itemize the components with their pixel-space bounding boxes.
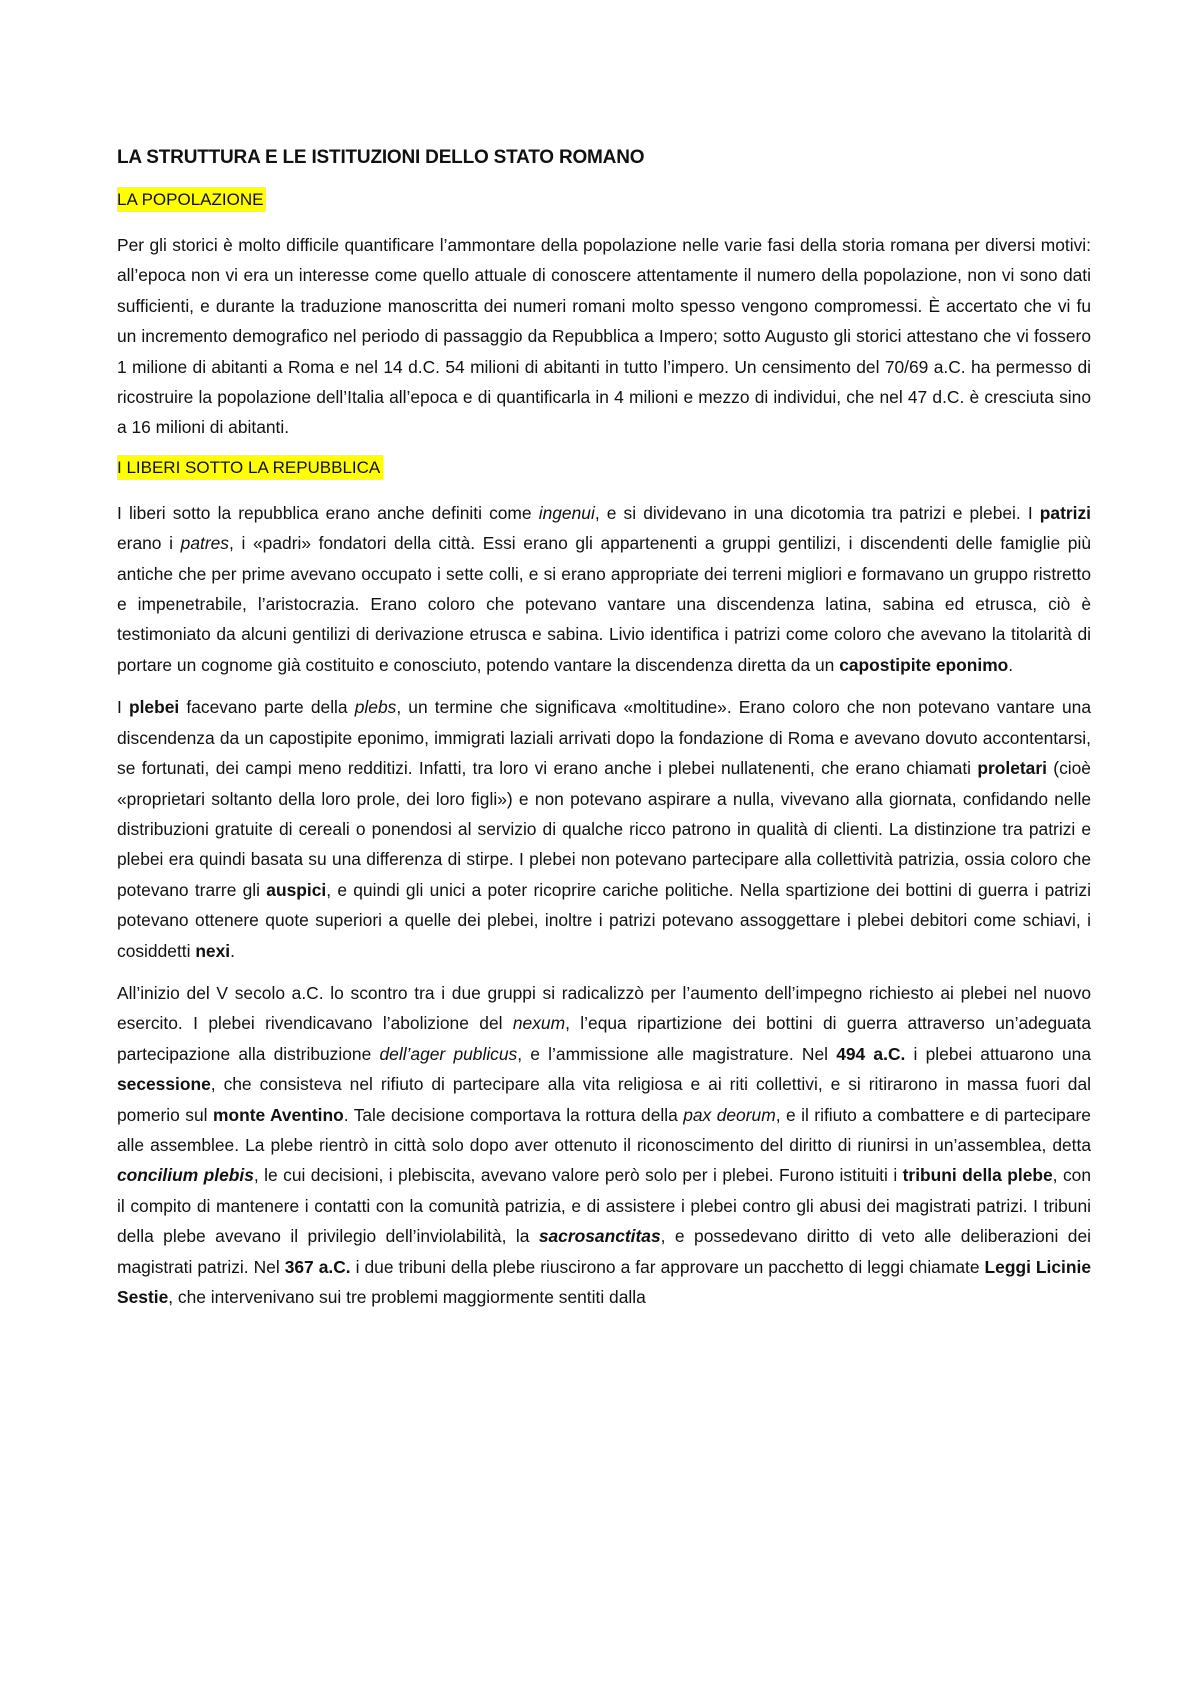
text-run: .	[230, 940, 235, 961]
bold-term: 367 a.C.	[284, 1256, 351, 1277]
text-run: . Tale decisione comportava la rottura della	[343, 1104, 684, 1125]
italic-term: ingenui	[538, 502, 595, 523]
text-run: , e l’ammissione alle magistrature. Nel	[517, 1043, 837, 1064]
text-run: .	[1008, 654, 1014, 675]
section-heading: LA POPOLAZIONE	[117, 187, 266, 212]
bold-term: 494 a.C.	[836, 1043, 906, 1064]
text-run: All’inizio del V secolo a.C. lo scontro tra i due gruppi si radicalizzò per l’aumento dell’impegno richiesto ai plebei nel nuovo esercito. I plebei rivendicavano l’abolizione del	[117, 982, 1091, 1034]
paragraph	[117, 978, 1091, 1312]
text-run: i plebei attuarono una	[905, 1043, 1091, 1064]
bold-term: plebei	[128, 697, 180, 718]
bold-term: auspici	[266, 879, 327, 900]
text-run: , e si dividevano in una dicotomia tra patrizi e plebei. I	[594, 502, 1040, 523]
section-popolazione	[117, 187, 1091, 443]
text-run: I liberi sotto la repubblica erano anche definiti come	[117, 502, 539, 523]
section-heading: I LIBERI SOTTO LA REPUBBLICA	[117, 455, 383, 480]
text-run: , le cui decisioni, i plebiscita, avevano valore però solo per i plebei. Furono istituiti i	[253, 1165, 903, 1186]
bold-term: Leggi Licinie Sestie	[117, 1256, 1091, 1307]
text-run: facevano parte della	[179, 697, 355, 718]
bold-term: patrizi	[1039, 502, 1092, 523]
text-run: (cioè «proprietari soltanto della loro prole, dei loro figli») e non potevano aspirare a nulla, vivevano alla giornata, confidando nelle distribuzioni gratuite di cereali o ponendosi al servizio di qualche ricco patrono in qualità di clienti. La distinzione tra patrizi e plebei era quindi basata su una differenza di stirpe. I plebei non potevano partecipare alla collettività patrizia, ossia coloro che potevano trarre gli	[117, 758, 1091, 900]
text-run: i due tribuni della plebe riuscirono a far approvare un pacchetto di leggi chiamate	[350, 1256, 985, 1277]
text-run: , un termine che significava «moltitudine». Erano coloro che non potevano vantare una discendenza da un capostipite eponimo, immigrati laziali arrivati dopo la fondazione di Roma e avevano dovuto accontentarsi, se fortunati, dei campi meno redditizi. Infatti, tra loro vi erano anche i plebei nullatenenti, che erano chiamati	[117, 697, 1091, 779]
text-run: , e possedevano diritto di veto alle deliberazioni dei magistrati patrizi. Nel	[117, 1226, 1091, 1277]
italic-term: nexum	[512, 1013, 566, 1034]
bold-term: nexi	[195, 940, 231, 961]
section-liberi-repubblica	[117, 455, 1091, 1313]
bold-term: tribuni della plebe	[902, 1165, 1053, 1186]
text-run: , e quindi gli unici a poter ricoprire cariche politiche. Nella spartizione dei bottini di guerra i patrizi potevano ottenere quote superiori a quelle dei plebei, inoltre i patrizi potevano assoggettare i plebei debitori come schiavi, i cosiddetti	[117, 879, 1091, 961]
text-run: erano i	[117, 533, 181, 554]
bold-term: proletari	[977, 758, 1047, 779]
italic-term: pax deorum	[683, 1104, 776, 1125]
text-run: , l’equa ripartizione dei bottini di guerra attraverso un’adeguata partecipazione alla distribuzione	[117, 1013, 1091, 1064]
text-run: , con il compito di mantenere i contatti con la comunità patrizia, e di assistere i plebei contro gli abusi dei magistrati patrizi. I tribuni della plebe avevano il privilegio dell’inviolabilità, la	[117, 1165, 1091, 1247]
bold-term: concilium plebis	[117, 1165, 254, 1186]
paragraph	[117, 498, 1091, 680]
italic-term: dell’ager publicus	[379, 1043, 518, 1064]
paragraph	[117, 692, 1091, 966]
bold-term: monte Aventino	[212, 1104, 344, 1125]
text-run: , che intervenivano sui tre problemi maggiormente sentiti dalla	[168, 1287, 646, 1307]
bold-term: capostipite eponimo	[839, 654, 1009, 675]
italic-term: plebs	[354, 697, 397, 718]
text-run: Per gli storici è molto difficile quantificare l’ammontare della popolazione nelle varie fasi della storia romana per diversi motivi: all’epoca non vi era un interesse come quello attuale di conoscere attentamente il numero della popolazione, non vi sono dati sufficienti, e durante la traduzione manoscritta dei numeri romani molto spesso vengono compromessi. È accertato che vi fu un incremento demografico nel periodo di passaggio da Repubblica a Impero; sotto Augusto gli storici attestano che vi fossero 1 milione di abitanti a Roma e nel 14 d.C. 54 milioni di abitanti in tutto l’impero. Un censimento del 70/69 a.C. ha permesso di ricostruire la popolazione dell’Italia all’epoca e di quantificarla in 4 milioni e mezzo di individui, che nel 47 d.C. è cresciuta sino a 16 milioni di abitanti.	[117, 235, 1091, 438]
bold-term: secessione	[117, 1074, 211, 1095]
italic-term: patres	[180, 533, 229, 554]
paragraph	[117, 230, 1091, 443]
text-run: , i «padri» fondatori della città. Essi erano gli appartenenti a gruppi gentilizi, i discendenti delle famiglie più antiche che per prime avevano occupato i sette colli, e si erano appropriate dei terreni migliori e formavano un gruppo ristretto e impenetrabile, l’aristocrazia. Erano coloro che potevano vantare una discendenza latina, sabina ed etrusca, ciò è testimoniato da alcuni gentilizi di derivazione etrusca e sabina. Livio identifica i patrizi come coloro che avevano la titolarità di portare un cognome già costituito e conosciuto, potendo vantare la discendenza diretta da un	[117, 533, 1091, 675]
text-run: , che consisteva nel rifiuto di partecipare alla vita religiosa e ai riti collettivi, e si ritirarono in massa fuori dal pomerio sul	[117, 1074, 1091, 1125]
bold-term: sacrosanctitas	[538, 1226, 661, 1247]
document-title: LA STRUTTURA E LE ISTITUZIONI DELLO STATO ROMANO	[117, 147, 645, 168]
text-run: I	[117, 697, 129, 718]
document-page	[117, 145, 1091, 1324]
text-run: , e il rifiuto a combattere e di partecipare alle assemblee. La plebe rientrò in città solo dopo aver ottenuto il riconoscimento del diritto di riunirsi in un’assemblea, detta	[117, 1104, 1091, 1155]
